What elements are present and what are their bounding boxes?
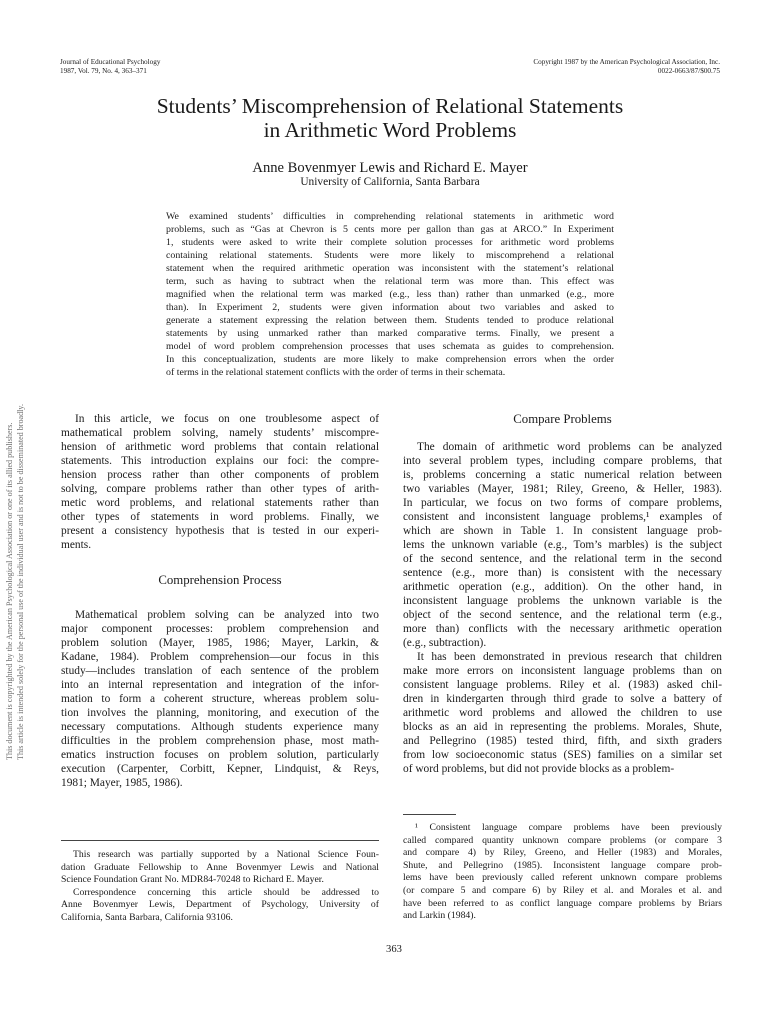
body-paragraph bbox=[403, 650, 722, 776]
footnote-divider bbox=[61, 840, 379, 841]
text-line: of terms in the relational statement conflicts with the order of terms in their schemata. bbox=[166, 367, 506, 378]
text-line: difficulties in the problem comprehension phase, most math- bbox=[61, 735, 379, 747]
text-line: California, Santa Barbara, California 93106. bbox=[61, 911, 233, 923]
text-line: 1981; Mayer, 1985, 1986). bbox=[61, 777, 183, 789]
text-line: major component processes: problem comprehension and bbox=[61, 623, 379, 635]
text-line: is, problems concerning a static numerical relation between bbox=[403, 469, 722, 481]
text-line: object of the second sentence, and the relational term (e.g., bbox=[403, 609, 722, 621]
text-line: two variables (Mayer, 1981; Riley, Greeno, & Heller, 1983). bbox=[403, 483, 722, 495]
intro-paragraph bbox=[61, 412, 379, 552]
text-line: term, such as having to subtract when the relational term was more than. This effect was bbox=[166, 276, 614, 287]
text-line: containing relational statements. Students were more likely to miscomprehend a relational bbox=[166, 250, 614, 261]
text-line: 1, students were asked to write their complete solution processes for arithmetic word problems bbox=[166, 237, 614, 248]
text-line: into several problem types, including compare problems, that bbox=[403, 455, 722, 467]
text-line: consistent and inconsistent language problems,¹ examples of bbox=[403, 511, 722, 523]
side-note-line: This document is copyrighted by the American Psychological Association or one of its allied publishers. bbox=[5, 422, 14, 760]
text-line: dren in kindergarten through third grade to solve a battery of bbox=[403, 693, 722, 705]
copyright-notice bbox=[533, 58, 720, 75]
text-line: which are shown in Table 1. In consistent language prob- bbox=[403, 525, 722, 537]
text-line: called compared quantity unknown compare problems (or compare 3 bbox=[403, 834, 722, 846]
copyright-side-note bbox=[4, 290, 26, 760]
author-note bbox=[61, 849, 379, 925]
text-line: from low socioeconomic status (SES) families on a similar set bbox=[403, 749, 722, 761]
text-line: Anne Bovenmyer Lewis, Department of Psychology, University of bbox=[61, 899, 379, 911]
text-line: arithmetic word problems and allowed the children to use bbox=[403, 707, 722, 719]
text-line: statement when the required arithmetic operation was inconsistent with the statement’s relational bbox=[166, 263, 614, 274]
text-line: and Pellegrino (1985) tested third, fifth, and sixth graders bbox=[403, 735, 722, 747]
text-line: (or compare 5 and compare 6) by Riley et al. and Morales et al. and bbox=[403, 884, 722, 896]
text-line: Science Foundation Grant No. MDR84-70248 to Richard E. Mayer. bbox=[61, 874, 324, 886]
page-number: 363 bbox=[386, 944, 402, 955]
text-line: statements. This introduction explains our foci: the compre- bbox=[61, 455, 379, 467]
text-line: In particular, we focus on two forms of compare problems, bbox=[403, 497, 722, 509]
copyright-line: Copyright 1987 by the American Psychological Association, Inc. bbox=[533, 58, 720, 66]
journal-volume: 1987, Vol. 79, No. 4, 363–371 bbox=[60, 66, 147, 75]
side-note-line: This article is intended solely for the personal use of the individual user and is not to be disseminated broadly. bbox=[16, 404, 25, 760]
text-line: execution (Carpenter, Corbitt, Kepner, Lindquist, & Reys, bbox=[61, 763, 379, 775]
footnote bbox=[403, 822, 722, 923]
body-paragraph bbox=[403, 440, 722, 650]
text-line: of word problems, but did not provide blocks as a problem- bbox=[403, 763, 675, 775]
text-line: solving, compare problems rather than other types of arith- bbox=[61, 483, 379, 495]
text-line: Mathematical problem solving can be analyzed into two bbox=[75, 609, 379, 621]
text-line: Shute, and Pellegrino (1985). Inconsistent language compare prob- bbox=[403, 859, 722, 871]
text-line: other types of statements in word problems. Finally, we bbox=[61, 511, 379, 523]
text-line: and Larkin (1984). bbox=[403, 910, 476, 922]
text-line: problem solution (Mayer, 1985, 1986; Mayer, Larkin, & bbox=[61, 637, 379, 649]
text-line: blocks as an aid in representing the problems. Morales, Shute, bbox=[403, 721, 722, 733]
text-line: generate a statement expressing the relation between them. Students tended to produce relational bbox=[166, 315, 614, 326]
text-line: have been referred to as conflict language compare problems by Briars bbox=[403, 897, 722, 909]
text-line: lems the unknown variable (e.g., Tom’s marbles) is the subject bbox=[403, 539, 722, 551]
text-line: ments. bbox=[61, 539, 92, 551]
affiliation: University of California, Santa Barbara bbox=[300, 176, 480, 188]
text-line: inconsistent language problems the unknown variable is the bbox=[403, 595, 722, 607]
title-line: Students’ Miscomprehension of Relational Statements bbox=[156, 94, 624, 118]
text-line: consistent language problems. Riley et al. (1983) asked chil- bbox=[403, 679, 722, 691]
section-heading: Compare Problems bbox=[513, 412, 612, 426]
text-line: The domain of arithmetic word problems can be analyzed bbox=[417, 441, 722, 453]
text-line: and compare 4) by Riley, Greeno, and Heller (1983) and Morales, bbox=[403, 847, 722, 859]
text-line: Correspondence concerning this article should be addressed to bbox=[73, 886, 379, 898]
text-line: metic word problems, and relational statements rather than bbox=[61, 497, 379, 509]
text-line: mathematical problem solving, namely students’ miscompre- bbox=[61, 427, 379, 439]
body-paragraph bbox=[61, 608, 379, 790]
text-line: mation to form a coherent structure, whereas problem solu- bbox=[61, 693, 379, 705]
text-line: This research was partially supported by a National Science Foun- bbox=[73, 849, 379, 860]
text-line: In this article, we focus on one troublesome aspect of bbox=[75, 413, 379, 425]
text-line: than). In Experiment 2, students were given information about two variables and asked to bbox=[166, 302, 614, 313]
text-line: model of word problem comprehension processes that uses schemata as guides to comprehension. bbox=[166, 341, 614, 352]
text-line: magnified when the relational term was marked (e.g., less than) rather than unmarked (e.g., more bbox=[166, 289, 614, 300]
text-line: ematics instruction focuses on problem solution, particularly bbox=[61, 749, 379, 761]
text-line: necessary computations. Although students experience many bbox=[61, 721, 379, 733]
section-heading: Comprehension Process bbox=[158, 573, 282, 587]
abstract bbox=[166, 210, 614, 379]
journal-name: Journal of Educational Psychology bbox=[60, 58, 161, 66]
text-line: hension process rather than other components of problem bbox=[61, 469, 379, 481]
text-line: dation Graduate Fellowship to Anne Bovenmyer Lewis and National bbox=[61, 861, 379, 873]
text-line: ¹ Consistent language compare problems have been previously bbox=[415, 822, 722, 833]
article-title bbox=[60, 94, 720, 142]
text-line: arithmetic operation (e.g., addition). On the other hand, in bbox=[403, 581, 722, 593]
footnote-divider bbox=[403, 814, 456, 815]
text-line: Kadane, 1984). Problem comprehension—our focus in this bbox=[61, 651, 379, 663]
text-line: tion involves the planning, monitoring, and execution of the bbox=[61, 707, 379, 719]
text-line: In this conceptualization, students are more likely to make comprehension errors when the order bbox=[166, 354, 614, 365]
right-column bbox=[403, 412, 722, 776]
authors: Anne Bovenmyer Lewis and Richard E. Mayer bbox=[252, 160, 528, 176]
text-line: study—includes translation of each sentence of the problem bbox=[61, 665, 379, 677]
text-line: make more errors on inconsistent language problems than on bbox=[403, 665, 722, 677]
text-line: more than) conflicts with the necessary arithmetic operation bbox=[403, 623, 722, 635]
text-line: problems, such as “Gas at Chevron is 5 cents more per gallon than gas at ARCO.” In Experiment bbox=[166, 224, 614, 235]
text-line: present a consistency hypothesis that is tested in our experi- bbox=[61, 525, 379, 537]
issn-line: 0022-0663/87/$00.75 bbox=[657, 66, 720, 75]
text-line: hension of arithmetic word problems that contain relational bbox=[61, 441, 379, 453]
text-line: (e.g., subtraction). bbox=[403, 637, 487, 649]
text-line: We examined students’ difficulties in comprehending relational statements in arithmetic word bbox=[166, 211, 614, 222]
text-line: of the second sentence, and the relational term in the second bbox=[403, 553, 722, 565]
text-line: into an internal representation and integration of the infor- bbox=[61, 679, 379, 691]
text-line: sentence (e.g., more than) is consistent with the necessary bbox=[403, 567, 722, 579]
text-line: lems have been previously called referent unknown compare problems bbox=[403, 872, 722, 884]
text-line: It has been demonstrated in previous research that children bbox=[417, 651, 722, 663]
journal-citation bbox=[60, 58, 160, 75]
left-column bbox=[61, 412, 379, 790]
text-line: statements by using unmarked rather than marked comparative terms. Finally, we present a bbox=[166, 328, 614, 339]
title-line: in Arithmetic Word Problems bbox=[263, 118, 517, 142]
